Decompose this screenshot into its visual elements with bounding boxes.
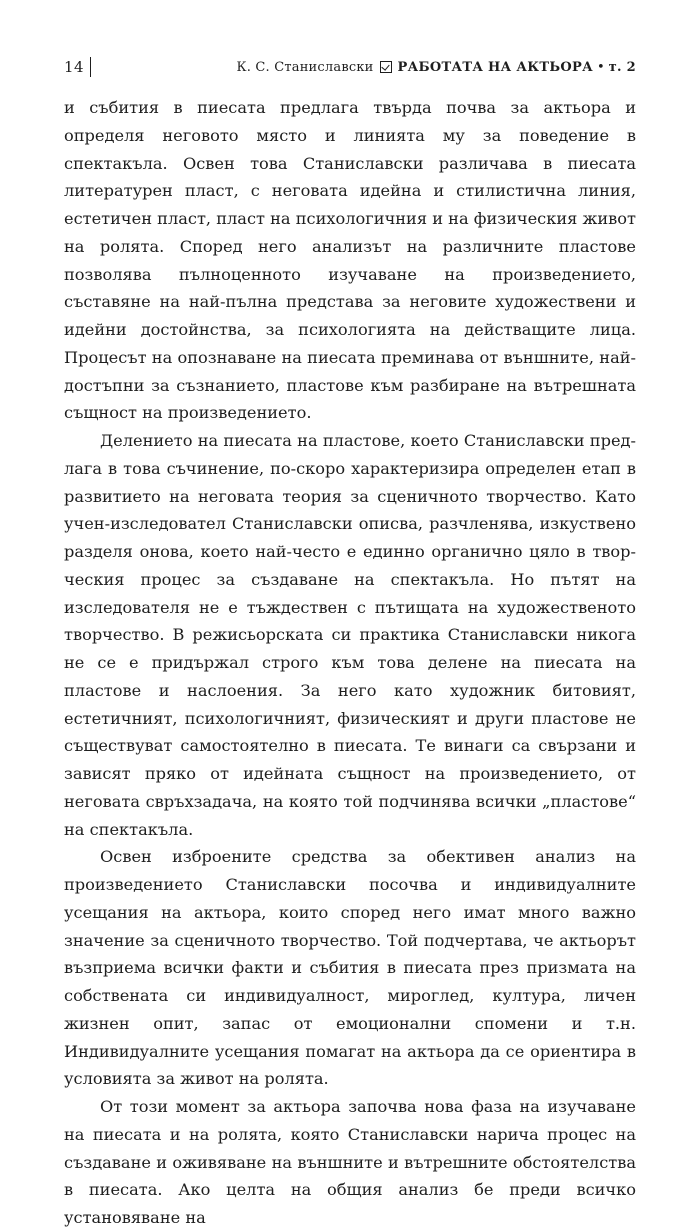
running-head bbox=[236, 60, 636, 75]
paragraph-4: От този момент за актьора започва нова фаза на изучаване на пиесата и на ролята, която Станиславски нарича процес на създаване и оживяване на външните и вътрешните обстоятелства в пиесата. Ако целта на общия анализ бе преди всичко установяване на bbox=[64, 1097, 636, 1227]
paragraph-2: Делението на пиесата на пластове, което Станиславски предлага в това съчинение, по-скоро характеризира определен етап в развитието на неговата теория за сценичното творчество. Като учен-изследовател Станиславски описва, разчленява, изкуствено разделя онова, което най-често е единно органично цяло в творческия процес за създаване на спектакъла. Но пътят на изследователя не е тъждествен с пътищата на художественото творчество. В режисьорската си практика Станиславски никога не се е придържал строго към това делене на пиесата на пластове и наслоения. За него като художник битовият, естетичният, психологичният, физическият и други пластове не съществуват самостоятелно в пиесата. Те винаги са свързани и зависят пряко от идейната същност на произведението, от неговата свръхзадача, на която той подчинява всички „пластове“ на спектакъла. bbox=[64, 431, 636, 839]
running-head-author: К. С. Станиславски bbox=[236, 59, 374, 75]
checkbox-ornament-icon bbox=[380, 61, 392, 73]
paragraph-3: Освен изброените средства за обективен анализ на произведението Станиславски посочва и индивидуалните усещания на актьора, които според него имат много важно значение за сценичното творчество. Той подчертава, че актьорът възприема всички факти и събития в пиесата през призмата на собствената си индивидуалност, мироглед, култура, личен жизнен опит, запас от емоционални спомени и т.н. Индивидуалните усещания помагат на актьора да се ориентира в условията за живот на ролята. bbox=[64, 847, 636, 1089]
running-header bbox=[64, 55, 636, 79]
body-text bbox=[64, 94, 636, 1232]
paragraph-1: и събития в пиесата предлага твърда почва за актьора и определя неговото място и линията му за поведение в спектакъла. Освен това Станиславски различава в пиесата литературен пласт, с неговата идейна и стилистична линия, естетичен пласт, пласт на психологичния и на физическия живот на ролята. Според него анализът на различните пластове позволява пълноценното изучаване на произведението, съставяне на най-пълна представа за неговите художествени и идейни достойнства, за психологията на действащите лица. Процесът на опознаване на пиесата преминава от външните, найдостъпни за съзнанието, пластове към разбиране на вътрешната същност на произведението. bbox=[64, 98, 636, 423]
running-head-bullet: • bbox=[596, 59, 605, 75]
running-head-volume: т. 2 bbox=[608, 59, 636, 75]
page-number: 14 bbox=[64, 58, 85, 76]
running-head-title: РАБОТАТА НА АКТЬОРА bbox=[397, 59, 593, 75]
header-divider bbox=[90, 57, 91, 77]
page-number-block bbox=[64, 57, 91, 77]
